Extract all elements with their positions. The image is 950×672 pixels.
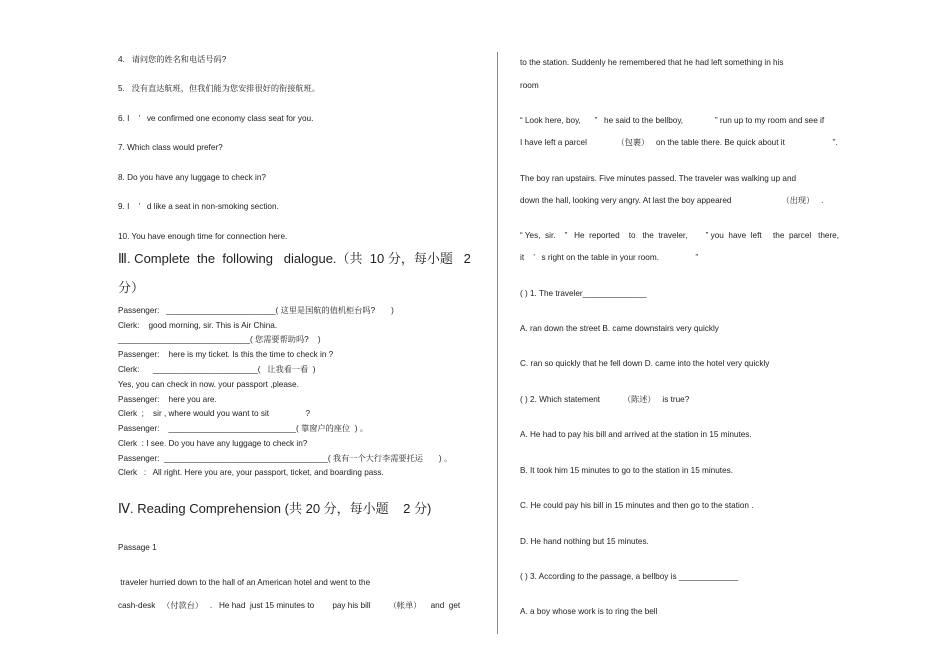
question-r1-options-ab: A. ran down the street B. came downstairs very quickly — [520, 324, 719, 333]
question-r1-options-cd: C. ran so quickly that he fell down D. came into the hotel very quickly — [520, 359, 770, 368]
question-r1: ( ) 1. The traveler______________ — [520, 289, 647, 298]
section-4-heading: Ⅳ. Reading Comprehension (共 20 分，每小题 2 分) — [118, 501, 432, 516]
section-3-heading: Ⅲ. Complete the following dialogue.（共 10 分，每小题 2 — [118, 251, 471, 266]
passage-title: Passage 1 — [118, 543, 157, 552]
question-6: 6. I ’ ve confirmed one economy class seat for you. — [118, 114, 314, 123]
question-7: 7. Which class would prefer? — [118, 143, 223, 152]
passage-line-10: it ’ s right on the table in your room. ” — [520, 253, 699, 262]
question-5: 5. 没有直达航班，但我们能为您安排很好的衔接航班。 — [118, 84, 320, 93]
passage-line-9: “ Yes, sir. ” He reported to the traveler, ” you have left the parcel there, — [520, 231, 840, 240]
question-r2-option-c: C. He could pay his bill in 15 minutes and then go to the station . — [520, 501, 754, 510]
passage-line-7: The boy ran upstairs. Five minutes passed. The traveler was walking up and — [520, 174, 797, 183]
question-r3-option-a: A. a boy whose work is to ring the bell — [520, 607, 658, 616]
question-r2-option-b: B. It took him 15 minutes to go to the station in 15 minutes. — [520, 466, 733, 475]
passage-line-2: cash-desk （付款台） . He had just 15 minutes to pay his bill （帐单） and get — [118, 601, 461, 610]
dialogue-line-10: Clerk : I see. Do you have any luggage to check in? — [118, 439, 308, 448]
passage-line-8: down the hall, looking very angry. At last the boy appeared （出现） . — [520, 196, 824, 205]
dialogue-line-8: Clerk ; sir , where would you want to sit ? — [118, 409, 311, 418]
dialogue-line-12: Clerk : All right. Here you are, your passport, ticket, and boarding pass. — [118, 468, 384, 477]
question-10: 10. You have enough time for connection here. — [118, 232, 288, 241]
dialogue-line-6: Yes, you can check in now. your passport ,please. — [118, 380, 299, 389]
passage-line-6: I have left a parcel （包裹） on the table there. Be quick about it ”. — [520, 138, 838, 147]
question-r2-option-d: D. He hand nothing but 15 minutes. — [520, 537, 649, 546]
column-divider — [497, 52, 498, 634]
passage-line-3: to the station. Suddenly he remembered that he had left something in his — [520, 58, 784, 67]
dialogue-line-9: Passenger: ____________________________( 靠窗户的座位 ) 。 — [118, 424, 368, 433]
dialogue-line-4: Passenger: here is my ticket. Is this the time to check in ? — [118, 350, 334, 359]
question-4: 4. 请问您的姓名和电话号码? — [118, 55, 227, 64]
dialogue-line-5: Clerk: _______________________( 让我看一看 ) — [118, 365, 316, 374]
passage-line-4: room — [520, 81, 539, 90]
dialogue-line-7: Passenger: here you are. — [118, 395, 217, 404]
question-r2: ( ) 2. Which statement （陈述） is true? — [520, 395, 690, 404]
dialogue-line-3: _____________________________( 您需要帮助吗? ) — [118, 335, 321, 344]
question-8: 8. Do you have any luggage to check in? — [118, 173, 266, 182]
passage-line-5: “ Look here, boy, ” he said to the bellboy, ” run up to my room and see if — [520, 116, 825, 125]
question-9: 9. I ’ d like a seat in non-smoking section. — [118, 202, 279, 211]
section-3-heading-cont: 分） — [118, 280, 145, 295]
passage-line-1: traveler hurried down to the hall of an American hotel and went to the — [118, 578, 371, 587]
dialogue-line-1: Passenger: ________________________( 这里是国航的值机柜台吗? ) — [118, 306, 394, 315]
question-r2-option-a: A. He had to pay his bill and arrived at the station in 15 minutes. — [520, 430, 752, 439]
dialogue-line-2: Clerk: good morning, sir. This is Air China. — [118, 321, 278, 330]
dialogue-line-11: Passenger: ____________________________________( 我有一个大行李需要托运 ) 。 — [118, 454, 453, 463]
question-r3: ( ) 3. According to the passage, a bellboy is _____________ — [520, 572, 739, 581]
